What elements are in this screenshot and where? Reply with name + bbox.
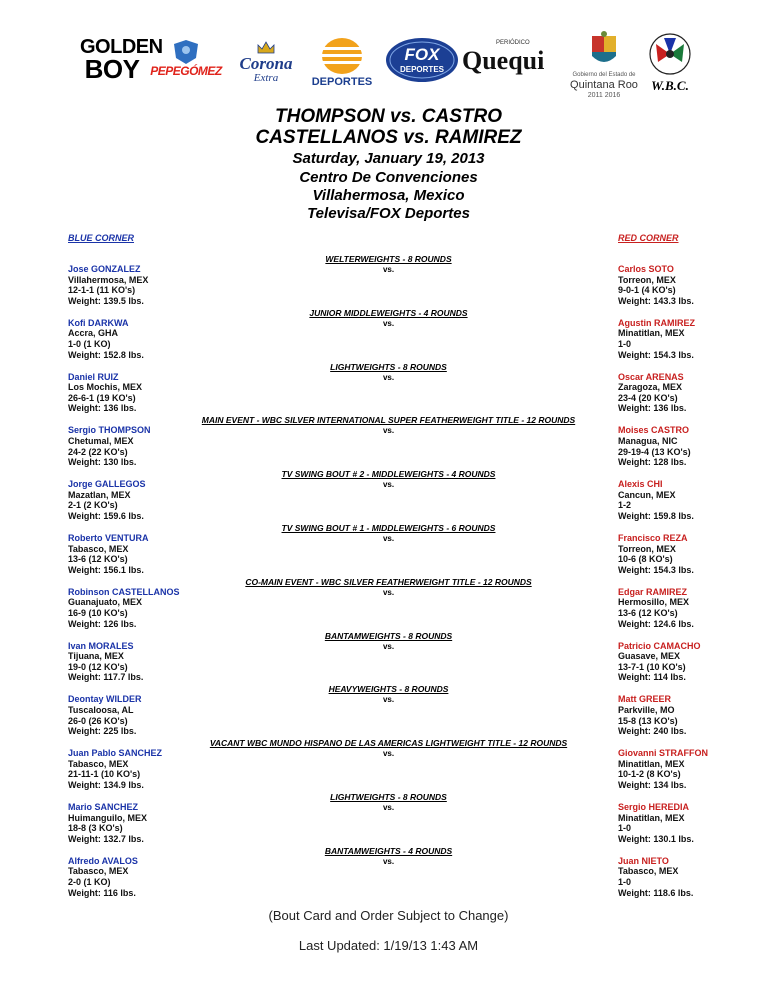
bout-division: TV SWING BOUT # 2 - MIDDLEWEIGHTS - 4 ROUNDS bbox=[281, 469, 496, 480]
vs-label: vs. bbox=[382, 318, 395, 328]
fighter-record: 16-9 (10 KO's) bbox=[68, 607, 128, 618]
quintana-roo-crest-icon bbox=[566, 30, 642, 72]
golden-boy-logo bbox=[80, 36, 163, 94]
fighter-weight: Weight: 126 lbs. bbox=[68, 618, 137, 629]
fighter-hometown: Tabasco, MEX bbox=[68, 866, 129, 877]
red-corner-fighter bbox=[618, 318, 768, 360]
red-corner-fighter bbox=[618, 856, 768, 898]
fighter-weight: Weight: 116 lbs. bbox=[68, 887, 136, 898]
fighter-hometown: Guanajuato, MEX bbox=[68, 597, 143, 608]
fighter-record: 2-1 (2 KO's) bbox=[68, 500, 118, 511]
corona-extra-text: Extra bbox=[253, 72, 279, 84]
fox-logo-text: FOX bbox=[404, 45, 440, 64]
fighter-name: Agustin RAMIREZ bbox=[618, 317, 695, 328]
fighter-record: 13-6 (12 KO's) bbox=[68, 554, 128, 565]
fighter-weight: Weight: 118.6 lbs. bbox=[618, 887, 694, 898]
bout-division: HEAVYWEIGHTS - 8 ROUNDS bbox=[328, 684, 449, 695]
fighter-hometown: Minatitlan, MEX bbox=[618, 328, 685, 339]
quintana-roo-logo bbox=[566, 30, 642, 98]
fighter-record: 1-0 bbox=[618, 876, 632, 887]
fighter-hometown: Tabasco, MEX bbox=[68, 758, 129, 769]
fighter-weight: Weight: 152.8 lbs. bbox=[68, 349, 144, 360]
fighter-hometown: Chetumal, MEX bbox=[68, 435, 134, 446]
vs-label: vs. bbox=[382, 265, 395, 274]
fighter-record: 1-0 (1 KO) bbox=[68, 338, 111, 349]
event-date: Saturday, January 19, 2013 bbox=[292, 150, 485, 167]
fighter-name: Juan Pablo SANCHEZ bbox=[68, 748, 163, 759]
red-corner-fighter bbox=[618, 533, 768, 575]
blue-corner-fighter bbox=[68, 587, 218, 629]
blue-corner-fighter bbox=[68, 372, 218, 414]
fighter-name: Daniel RUIZ bbox=[68, 371, 119, 382]
blue-corner-fighter bbox=[68, 694, 218, 736]
bout-division: BANTAMWEIGHTS - 8 ROUNDS bbox=[324, 630, 453, 641]
pepegomez-logo bbox=[146, 38, 226, 88]
quintana-roo-pretext: Gobierno del Estado de bbox=[572, 72, 636, 78]
fighter-hometown: Minatitlan, MEX bbox=[618, 758, 685, 769]
fighter-record: 13-7-1 (10 KO's) bbox=[618, 661, 686, 672]
fighter-name: Roberto VENTURA bbox=[68, 533, 149, 543]
vs-label: vs. bbox=[382, 426, 395, 436]
last-updated: Last Updated: 1/19/13 1:43 AM bbox=[298, 938, 479, 953]
bout-row bbox=[0, 308, 777, 362]
fighter-record: 10-6 (8 KO's) bbox=[618, 554, 673, 565]
bout-card-note: (Bout Card and Order Subject to Change) bbox=[268, 908, 509, 923]
fox-deportes-text: DEPORTES bbox=[399, 65, 444, 74]
fighter-hometown: Tabasco, MEX bbox=[68, 543, 129, 554]
fighter-weight: Weight: 139.5 lbs. bbox=[68, 295, 144, 306]
blue-corner-fighter bbox=[68, 748, 218, 790]
bout-division: MAIN EVENT - WBC SILVER INTERNATIONAL SUPER FEATHERWEIGHT TITLE - 12 ROUNDS bbox=[201, 415, 576, 426]
red-corner-fighter bbox=[618, 425, 768, 467]
fighter-weight: Weight: 159.6 lbs. bbox=[68, 510, 144, 521]
pepegomez-logo-text: PEPEGÓMEZ bbox=[150, 64, 222, 78]
fighter-name: Matt GREER bbox=[618, 694, 672, 705]
bout-division: LIGHTWEIGHTS - 8 ROUNDS bbox=[330, 361, 447, 372]
fighter-weight: Weight: 124.6 lbs. bbox=[618, 618, 694, 629]
bout-division: VACANT WBC MUNDO HISPANO DE LAS AMERICAS LIGHTWEIGHT TITLE - 12 ROUNDS bbox=[209, 738, 568, 749]
fighter-hometown: Guasave, MEX bbox=[618, 651, 681, 662]
vs-label: vs. bbox=[382, 803, 395, 812]
fighter-record: 1-2 bbox=[618, 500, 632, 511]
fighter-name: Moises CASTRO bbox=[618, 425, 690, 436]
fighter-weight: Weight: 136 lbs. bbox=[618, 403, 687, 414]
fox-deportes-logo bbox=[384, 36, 460, 88]
vs-label: vs. bbox=[382, 749, 395, 759]
vs-label: vs. bbox=[382, 372, 395, 382]
fighter-name: Jorge GALLEGOS bbox=[68, 479, 146, 490]
fighter-hometown: Villahermosa, MEX bbox=[68, 274, 149, 285]
bout-row bbox=[0, 846, 777, 900]
fighter-record: 12-1-1 (11 KO's) bbox=[68, 285, 136, 296]
fighter-weight: Weight: 154.3 lbs. bbox=[618, 564, 694, 575]
red-corner-fighter bbox=[618, 748, 768, 790]
blue-corner-fighter bbox=[68, 641, 218, 683]
fighter-record: 13-6 (12 KO's) bbox=[618, 607, 678, 618]
fighter-hometown: Los Mochis, MEX bbox=[68, 382, 143, 393]
blue-corner-fighter bbox=[68, 318, 218, 360]
fighter-hometown: Accra, GHA bbox=[68, 328, 119, 339]
bout-row bbox=[0, 469, 777, 523]
vs-label: vs. bbox=[382, 480, 395, 490]
blue-corner-fighter bbox=[68, 425, 218, 467]
fighter-hometown: Mazatlan, MEX bbox=[68, 489, 131, 500]
bout-row bbox=[0, 415, 777, 469]
bout-row bbox=[0, 254, 777, 308]
fighter-weight: Weight: 134.9 lbs. bbox=[68, 779, 144, 790]
vs-label: vs. bbox=[382, 534, 395, 543]
fighter-record: 18-8 (3 KO's) bbox=[68, 823, 123, 834]
fighter-weight: Weight: 117.7 lbs. bbox=[68, 672, 144, 683]
televisa-deportes-logo bbox=[304, 36, 380, 92]
fighter-record: 29-19-4 (13 KO's) bbox=[618, 446, 691, 457]
corona-logo bbox=[228, 38, 304, 88]
quequi-logo-text: Quequi bbox=[462, 46, 545, 75]
blue-corner-fighter bbox=[68, 533, 218, 575]
quintana-roo-years: 2011 2016 bbox=[587, 92, 621, 99]
wbc-logo bbox=[642, 32, 698, 96]
televisa-eye-icon bbox=[304, 36, 380, 76]
co-main-event-title: CASTELLANOS vs. RAMIREZ bbox=[255, 127, 522, 148]
bout-division: BANTAMWEIGHTS - 4 ROUNDS bbox=[324, 845, 453, 856]
golden-boy-logo-line2: BOY bbox=[84, 54, 140, 84]
fighter-name: Patricio CAMACHO bbox=[618, 640, 701, 651]
fighter-name: Edgar RAMIREZ bbox=[618, 586, 688, 597]
fighter-name: Ivan MORALES bbox=[68, 640, 134, 651]
bout-division: JUNIOR MIDDLEWEIGHTS - 4 ROUNDS bbox=[309, 307, 468, 318]
fighter-record: 10-1-2 (8 KO's) bbox=[618, 769, 681, 780]
fighter-hometown: Managua, NIC bbox=[618, 435, 678, 446]
golden-boy-logo-line1: GOLDEN bbox=[80, 36, 163, 58]
fighter-name: Deontay WILDER bbox=[68, 694, 142, 705]
blue-corner-fighter bbox=[68, 856, 218, 898]
fighter-weight: Weight: 130.1 lbs. bbox=[618, 833, 694, 844]
fighter-hometown: Torreon, MEX bbox=[618, 274, 676, 285]
fighter-weight: Weight: 132.7 lbs. bbox=[68, 833, 144, 844]
fighter-name: Sergio THOMPSON bbox=[68, 425, 151, 436]
fighter-record: 23-4 (20 KO's) bbox=[618, 392, 678, 403]
event-city: Villahermosa, Mexico bbox=[312, 187, 465, 204]
corona-logo-text: Corona bbox=[239, 54, 293, 73]
blue-corner-fighter bbox=[68, 264, 218, 306]
bout-division: WELTERWEIGHTS - 8 ROUNDS bbox=[325, 254, 452, 264]
fighter-name: Robinson CASTELLANOS bbox=[68, 586, 180, 597]
fighter-hometown: Cancun, MEX bbox=[618, 489, 676, 500]
bout-row bbox=[0, 577, 777, 631]
quequi-logo bbox=[462, 40, 562, 80]
red-corner-fighter bbox=[618, 372, 768, 414]
wbc-logo-text: W.B.C. bbox=[651, 78, 689, 93]
fighter-hometown: Torreon, MEX bbox=[618, 543, 676, 554]
bout-division: CO-MAIN EVENT - WBC SILVER FEATHERWEIGHT TITLE - 12 ROUNDS bbox=[245, 576, 532, 587]
fighter-record: 15-8 (13 KO's) bbox=[618, 715, 678, 726]
fighter-weight: Weight: 225 lbs. bbox=[68, 726, 137, 737]
fighter-name: Sergio HEREDIA bbox=[618, 802, 690, 812]
red-corner-fighter bbox=[618, 802, 768, 844]
fighter-weight: Weight: 143.3 lbs. bbox=[618, 295, 694, 306]
fighter-weight: Weight: 240 lbs. bbox=[618, 726, 687, 737]
fighter-record: 19-0 (12 KO's) bbox=[68, 661, 128, 672]
bout-division: LIGHTWEIGHTS - 8 ROUNDS bbox=[330, 792, 447, 802]
fighter-weight: Weight: 128 lbs. bbox=[618, 457, 687, 468]
fighter-weight: Weight: 156.1 lbs. bbox=[68, 564, 144, 575]
televisa-deportes-text: DEPORTES bbox=[311, 76, 373, 88]
fighter-weight: Weight: 159.8 lbs. bbox=[618, 510, 694, 521]
fighter-record: 24-2 (22 KO's) bbox=[68, 446, 128, 457]
fighter-weight: Weight: 134 lbs. bbox=[618, 779, 687, 790]
fighter-record: 1-0 bbox=[618, 823, 632, 834]
bout-row bbox=[0, 792, 777, 846]
quequi-periodico-text: PERIÓDICO bbox=[496, 40, 530, 46]
fighter-weight: Weight: 154.3 lbs. bbox=[618, 349, 694, 360]
red-corner-fighter bbox=[618, 694, 768, 736]
bout-row bbox=[0, 738, 777, 792]
fighter-name: Francisco REZA bbox=[618, 533, 688, 543]
event-broadcast: Televisa/FOX Deportes bbox=[307, 205, 470, 222]
fighter-name: Carlos SOTO bbox=[618, 264, 674, 274]
fighter-hometown: Tijuana, MEX bbox=[68, 651, 124, 662]
blue-corner-fighter bbox=[68, 802, 218, 844]
fighter-hometown: Huimanguilo, MEX bbox=[68, 812, 148, 823]
fighter-record: 9-0-1 (4 KO's) bbox=[618, 285, 676, 296]
fighter-name: Giovanni STRAFFON bbox=[618, 748, 708, 759]
fighter-record: 26-0 (26 KO's) bbox=[68, 715, 128, 726]
fighter-name: Juan NIETO bbox=[618, 855, 669, 866]
fighter-hometown: Tabasco, MEX bbox=[618, 866, 679, 877]
blue-corner-header: BLUE CORNER bbox=[68, 233, 135, 243]
fighter-weight: Weight: 114 lbs. bbox=[618, 672, 686, 683]
bout-division: TV SWING BOUT # 1 - MIDDLEWEIGHTS - 6 ROUNDS bbox=[281, 523, 496, 533]
red-corner-fighter bbox=[618, 587, 768, 629]
fighter-hometown: Hermosillo, MEX bbox=[618, 597, 690, 608]
bout-row bbox=[0, 362, 777, 416]
main-event-title: THOMPSON vs. CASTRO bbox=[275, 106, 502, 127]
red-corner-fighter bbox=[618, 479, 768, 521]
fighter-name: Alfredo AVALOS bbox=[68, 855, 138, 866]
bout-row bbox=[0, 631, 777, 685]
fighter-hometown: Zaragoza, MEX bbox=[618, 382, 683, 393]
fighter-record: 21-11-1 (10 KO's) bbox=[68, 769, 141, 780]
fighter-name: Oscar ARENAS bbox=[618, 371, 684, 382]
red-corner-fighter bbox=[618, 264, 768, 306]
bout-row bbox=[0, 684, 777, 738]
vs-label: vs. bbox=[382, 695, 395, 705]
blue-corner-fighter bbox=[68, 479, 218, 521]
vs-label: vs. bbox=[382, 856, 395, 866]
red-corner-fighter bbox=[618, 641, 768, 683]
vs-label: vs. bbox=[382, 641, 395, 651]
fighter-hometown: Minatitlan, MEX bbox=[618, 812, 685, 823]
fighter-weight: Weight: 136 lbs. bbox=[68, 403, 137, 414]
fighter-record: 26-6-1 (19 KO's) bbox=[68, 392, 136, 403]
wbc-flags-icon bbox=[642, 32, 698, 78]
fighter-name: Mario SANCHEZ bbox=[68, 802, 139, 812]
fighter-name: Alexis CHI bbox=[618, 479, 663, 490]
fighter-record: 1-0 bbox=[618, 338, 632, 349]
event-venue: Centro De Convenciones bbox=[299, 169, 478, 186]
fighter-record: 2-0 (1 KO) bbox=[68, 876, 111, 887]
fighter-name: Jose GONZALEZ bbox=[68, 264, 141, 274]
quintana-roo-text: Quintana Roo bbox=[570, 79, 638, 91]
vs-label: vs. bbox=[382, 587, 395, 597]
bout-row bbox=[0, 523, 777, 577]
fighter-hometown: Tuscaloosa, AL bbox=[68, 704, 134, 715]
fighter-name: Kofi DARKWA bbox=[68, 317, 129, 328]
red-corner-header: RED CORNER bbox=[618, 233, 679, 243]
fighter-hometown: Parkville, MO bbox=[618, 704, 675, 715]
fighter-weight: Weight: 130 lbs. bbox=[68, 457, 137, 468]
